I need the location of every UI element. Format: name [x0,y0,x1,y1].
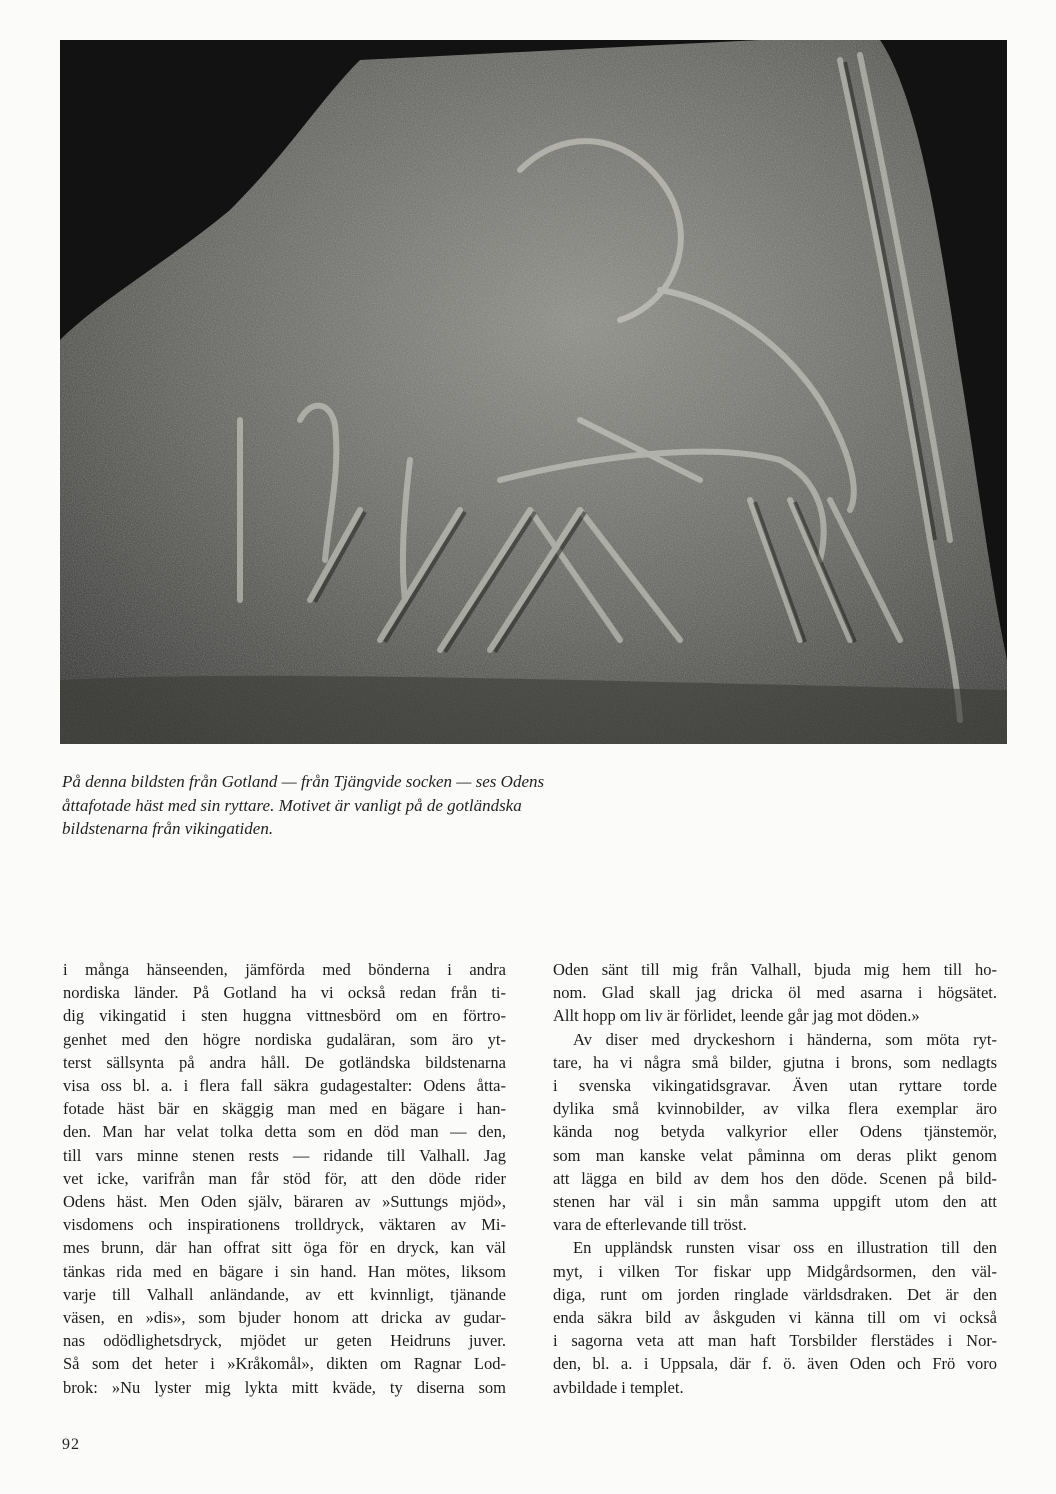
page-number: 92 [62,1436,80,1453]
caption-line: åttafotade häst med sin ryttare. Motivet är vanligt på de gotländska [62,795,522,815]
text-line: genhet med den högre nordiska gudaläran, som äro yt- [63,1029,506,1049]
text-line: nas odödlighetsdryck, mjödet ur geten Heidruns juver. [63,1331,506,1351]
caption-line: bildstenarna från vikingatiden. [62,819,274,838]
text-line: till vars minne stenen rests — ridande till Valhall. Jag [63,1145,506,1165]
text-line: kända nog betyda valkyrior eller Odens tjänstemör, [553,1122,997,1142]
text-line: att lägga en bild av dem hos den döde. Scenen på bild- [553,1168,997,1188]
text-line: avbildade i templet. [553,1377,684,1397]
text-line: terst sällsynta på andra håll. De gotländska bildstenarna [63,1052,506,1072]
text-line: dig vikingatid i sten huggna vittnesbörd om en förtro- [63,1006,506,1026]
paragraph [553,958,997,1028]
paragraph [553,1028,997,1237]
text-line: den, bl. a. i Uppsala, där f. ö. även Oden och Frö voro [553,1354,997,1374]
text-line: Av diser med dryckeshorn i händerna, som möta ryt- [573,1029,997,1049]
text-line: diga, runt om jorden ringlade världsdraken. Det är den [553,1284,997,1304]
text-line: Oden sänt till mig från Valhall, bjuda mig hem till ho- [553,960,997,979]
text-line: tänkas rida med en bägare i sin hand. Han mötes, liksom [63,1261,506,1281]
text-line: enda säkra bild av åskguden vi känna till om vi också [553,1308,997,1328]
text-line: mes brunn, där han offrat sitt öga för en dryck, kan väl [63,1238,506,1258]
text-line: tare, ha vi några små bilder, gjutna i brons, som nedlagts [553,1052,997,1072]
text-line: i sagorna veta att man haft Torsbilder flerstädes i Nor- [553,1331,997,1351]
left-text-column [63,958,506,1399]
text-line: dylika små kvinnobilder, av vilka flera exemplar äro [553,1099,997,1119]
text-line: nom. Glad skall jag dricka öl med asarna i högsätet. [553,983,997,1003]
photo-caption [62,770,782,841]
text-line: nordiska länder. På Gotland ha vi också redan från ti- [63,983,506,1003]
text-line: Så som det heter i »Kråkomål», dikten om Ragnar Lod- [63,1354,506,1374]
text-line: stenen har väl i sin mån samma uppgift utom den att [553,1192,997,1212]
text-line: fotade häst bär en skäggig man med en bägare i han- [63,1099,506,1119]
text-line: i svenska vikingatidsgravar. Även utan ryttare torde [553,1076,997,1096]
text-line: i många hänseenden, jämförda med bönderna i andra [63,960,506,979]
text-line: brok: »Nu lyster mig lykta mitt kväde, ty diserna som [63,1377,506,1397]
carved-picture-stone-photo-icon [60,40,1007,744]
text-line: Odens häst. Men Oden själv, bäraren av »Suttungs mjöd», [63,1192,506,1212]
text-line: visa oss bl. a. i flera fall säkra gudagestalter: Odens åtta- [63,1076,506,1096]
text-line: En uppländsk runsten visar oss en illustration till den [573,1238,997,1258]
paragraph [553,1236,997,1398]
text-line: myt, i vilken Tor fiskar upp Midgårdsormen, den väl- [553,1261,997,1281]
text-line: Allt hopp om liv är förlidet, leende går jag mot döden.» [553,1006,920,1026]
text-line: varje till Valhall anländande, av ett kvinnligt, tjänande [63,1284,506,1304]
text-line: den. Man har velat tolka detta som en död man — den, [63,1122,506,1142]
picture-stone-photo [60,40,1007,744]
text-line: vet icke, varifrån man får stöd för, att den döde rider [63,1168,506,1188]
text-line: visdomens och inspirationens trolldryck, väktaren av Mi- [63,1215,506,1235]
caption-line: På denna bildsten från Gotland — från Tjängvide socken — ses Odens [62,772,545,791]
right-text-column [553,958,997,1399]
text-line: som man kanske velat påminna om deras plikt genom [553,1145,997,1165]
text-line: väsen, en »dis», som bjuder honom att dricka av gudar- [63,1308,506,1328]
text-line: vara de efterlevande till tröst. [553,1215,747,1235]
